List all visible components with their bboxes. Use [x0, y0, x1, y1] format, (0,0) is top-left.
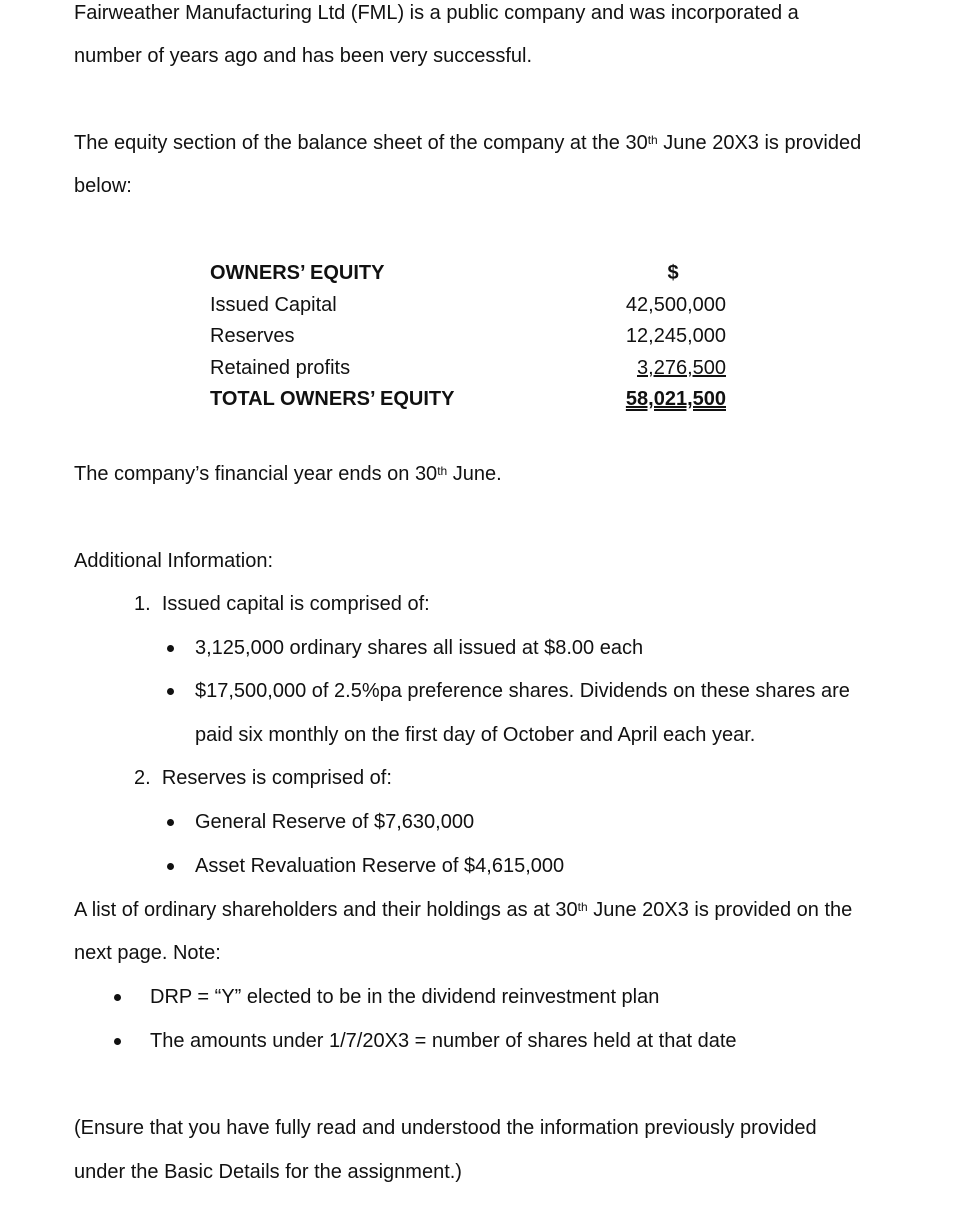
bullet-icon — [167, 645, 174, 652]
closing-line-2: under the Basic Details for the assignment.) — [74, 1161, 462, 1183]
bullet-icon — [114, 994, 121, 1001]
year-end-text-b: June. — [447, 463, 502, 485]
bullet-icon — [167, 688, 174, 695]
shareholders-superscript: th — [577, 900, 588, 914]
bullet-item — [167, 627, 644, 670]
equity-heading: OWNERS’ EQUITY — [210, 262, 385, 284]
additional-info-title: Additional Information: — [74, 550, 274, 572]
year-end-text-a: The company’s financial year ends on 30 — [74, 463, 438, 485]
note-text: DRP = “Y” elected to be in the dividend reinvestment plan — [150, 986, 660, 1008]
currency-symbol: $ — [667, 262, 679, 284]
bullet-continuation: paid six monthly on the first day of October and April each year. — [195, 724, 756, 746]
equity-row-issued-capital — [210, 290, 726, 321]
equity-row-reserves — [210, 321, 726, 352]
closing-line-1: (Ensure that you have fully read and understood the information previously provided — [74, 1117, 817, 1139]
list-text: Reserves is comprised of: — [161, 767, 392, 789]
note-item — [114, 976, 660, 1019]
equity-row-retained-profits — [210, 353, 726, 384]
intro-line-1: Fairweather Manufacturing Ltd (FML) is a public company and was incorporated a — [74, 2, 799, 24]
equity-intro-text-a: The equity section of the balance sheet of the company at the 30 — [74, 132, 648, 154]
bullet-text: $17,500,000 of 2.5%pa preference shares. Dividends on these shares are — [195, 680, 850, 702]
equity-row-label: Retained profits — [210, 357, 351, 379]
note-text: The amounts under 1/7/20X3 = number of shares held at that date — [150, 1030, 737, 1052]
list-item-2 — [134, 757, 392, 800]
bullet-item — [167, 670, 850, 713]
equity-intro-superscript: th — [647, 133, 658, 147]
bullet-item — [167, 845, 565, 888]
equity-heading-row — [210, 258, 726, 289]
equity-total-amount: 58,021,500 — [625, 388, 726, 410]
bullet-text: Asset Revaluation Reserve of $4,615,000 — [195, 855, 565, 877]
intro-line-2: number of years ago and has been very successful. — [74, 45, 533, 67]
equity-row-label: Issued Capital — [210, 294, 337, 316]
equity-total-label: TOTAL OWNERS’ EQUITY — [210, 388, 455, 410]
bullet-icon — [114, 1038, 121, 1045]
year-end-line — [74, 453, 502, 496]
note-item — [114, 1020, 737, 1063]
year-end-superscript: th — [437, 464, 448, 478]
bullet-text: General Reserve of $7,630,000 — [195, 811, 475, 833]
shareholders-text-a: A list of ordinary shareholders and their holdings as at 30 — [74, 899, 578, 921]
shareholders-line-1 — [74, 889, 852, 932]
equity-intro-line-2: below: — [74, 175, 132, 197]
shareholders-text-b: June 20X3 is provided on the — [587, 899, 853, 921]
list-item-1 — [134, 583, 430, 626]
equity-row-amount: 12,245,000 — [625, 325, 726, 347]
bullet-item — [167, 801, 475, 844]
equity-row-amount: 3,276,500 — [637, 357, 726, 379]
bullet-text: 3,125,000 ordinary shares all issued at $8.00 each — [195, 637, 644, 659]
shareholders-line-2: next page. Note: — [74, 942, 221, 964]
equity-intro-text-b: June 20X3 is provided — [657, 132, 862, 154]
equity-intro-line-1 — [74, 122, 861, 165]
list-text: Issued capital is comprised of: — [161, 593, 430, 615]
bullet-icon — [167, 863, 174, 870]
bullet-icon — [167, 819, 174, 826]
list-number: 1. — [134, 593, 151, 615]
list-number: 2. — [134, 767, 151, 789]
equity-row-amount: 42,500,000 — [625, 294, 726, 316]
equity-row-label: Reserves — [210, 325, 295, 347]
equity-total-row — [210, 384, 726, 415]
